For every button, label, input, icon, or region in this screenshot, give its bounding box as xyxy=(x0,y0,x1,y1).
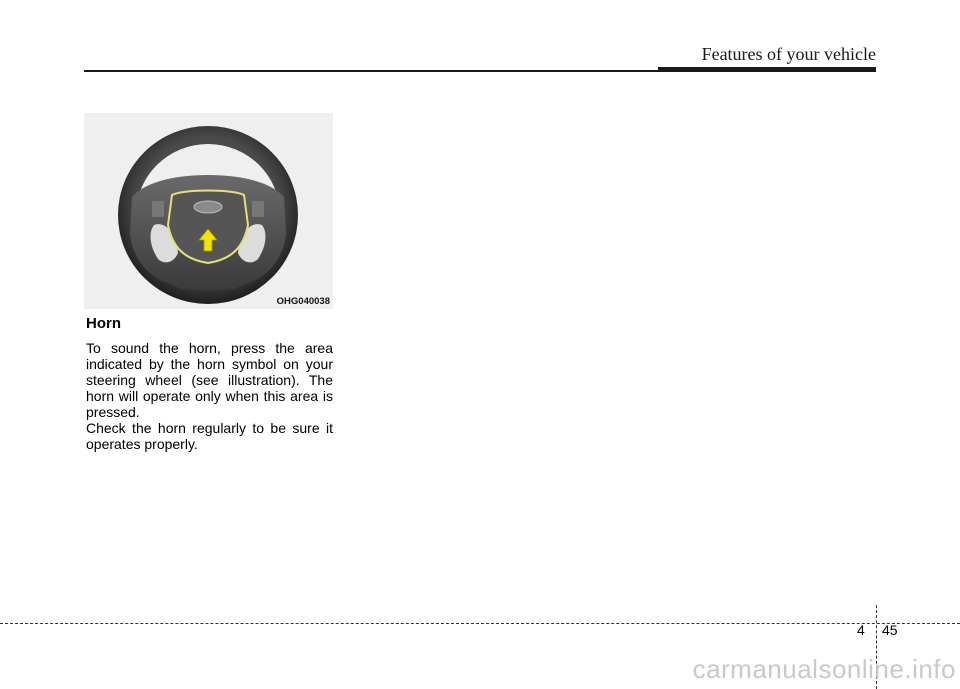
steering-wheel-illustration xyxy=(84,113,333,309)
header-rule-accent xyxy=(658,67,876,72)
figure-code: OHG040038 xyxy=(276,296,330,307)
body-paragraph-2: Check the horn regularly to be sure it operates properly. xyxy=(86,420,333,452)
running-header: Features of your vehicle xyxy=(701,44,876,64)
body-paragraph-1: To sound the horn, press the area indicated by the horn symbol on your steering wheel (see illustration). The horn will operate only when this area is pressed. xyxy=(86,340,333,420)
chapter-number: 4 xyxy=(857,622,865,638)
footer-rule xyxy=(0,623,960,624)
steering-wheel-icon xyxy=(84,113,333,309)
watermark: carmanualsonline.info xyxy=(692,654,956,684)
page-number: 45 xyxy=(882,622,898,638)
section-heading: Horn xyxy=(86,315,121,332)
